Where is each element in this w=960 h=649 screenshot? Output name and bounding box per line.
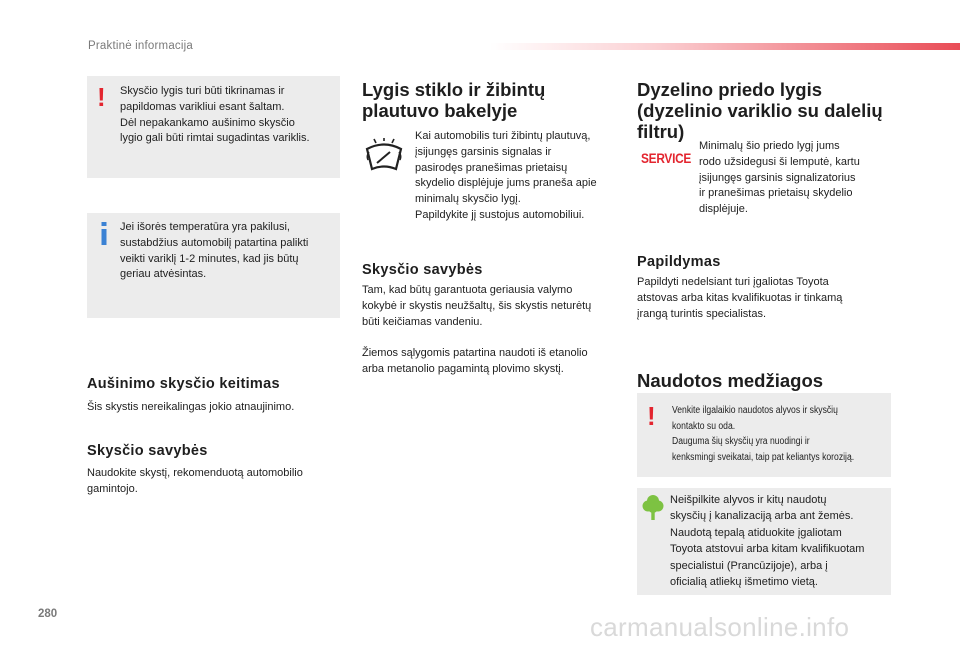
coolant-change-heading: Aušinimo skysčio keitimas xyxy=(87,376,280,392)
warning-exclamation-icon: ! xyxy=(647,401,656,431)
refill-text: Papildyti nedelsiant turi įgaliotas Toyota atstovas arba kitas kvalifikuotas ir tinkamą įrangą turintis specialistas. xyxy=(637,276,843,320)
washer-properties-para-1: Tam, kad būtų garantuota geriausia valymo kokybė ir skystis neužšaltų, šis skystis neturėtų būti keičiamas vandeniu. xyxy=(362,284,592,328)
coolant-warning-box xyxy=(87,76,340,178)
used-materials-heading: Naudotos medžiagos xyxy=(637,370,824,391)
washer-level-text: Kai automobilis turi žibintų plautuvą, įsijungęs garsinis signalas ir pasirodęs pranešimas prietaisų skydelio displėjuje jums praneša apie minimalų skysčio lygį. Papildykite jį sustojus automobiliui. xyxy=(415,130,597,221)
coolant-properties-heading: Skysčio savybės xyxy=(87,443,208,459)
environment-text: Neišpilkite alyvos ir kitų naudotų skysčių į kanalizaciją arba ant žemės. Naudotą tepalą atiduokite įgaliotam Toyota atstovui arba kitam kvalifikuotam specialistui (Prancūzijoje), arba į oficialią atliekų išmetimo vietą. xyxy=(670,494,865,589)
used-materials-warning-box xyxy=(637,393,891,477)
washer-fluid-icon xyxy=(363,138,405,174)
diesel-additive-heading: Dyzelino priedo lygis (dyzelinio variklio su dalelių filtru) xyxy=(637,79,883,142)
info-icon xyxy=(100,222,108,245)
header-accent-bar xyxy=(490,43,960,50)
refill-heading: Papildymas xyxy=(637,254,721,270)
coolant-properties-text: Naudokite skystį, rekomenduotą automobilio gamintojo. xyxy=(87,467,303,495)
coolant-info-text: Jei išorės temperatūra yra pakilusi, sustabdžius automobilį patartina palikti veikti variklį 1-2 minutes, kad jis būtų geriau atvėsintas. xyxy=(120,221,309,281)
used-materials-warning-text: Venkite ilgalaikio naudotos alyvos ir skysčių kontakto su oda. Dauguma šių skysčių yra nuodingi ir kenksmingi sveikatai, taip pat keliantys koroziją. xyxy=(672,405,855,463)
page-number: 280 xyxy=(38,608,58,620)
warning-exclamation-icon: ! xyxy=(97,82,106,112)
diesel-additive-text: Minimalų šio priedo lygį jums rodo užsidegusi ši lemputė, kartu įsijungęs garsinis signalizatorius ir pranešimas prietaisų skydelio displėjuje. xyxy=(699,140,860,216)
washer-properties-heading: Skysčio savybės xyxy=(362,262,483,278)
environment-box xyxy=(637,488,891,595)
coolant-info-box xyxy=(87,213,340,318)
header-section-title: Praktinė informacija xyxy=(88,40,193,52)
washer-level-heading: Lygis stiklo ir žibintų plautuvo bakelyje xyxy=(362,79,546,121)
tree-eco-icon xyxy=(642,494,664,520)
service-warning-icon: SERVICE xyxy=(641,151,692,166)
watermark: carmanualsonline.info xyxy=(590,612,850,642)
coolant-change-text: Šis skystis nereikalingas jokio atnaujinimo. xyxy=(87,401,295,413)
coolant-warning-text: Skysčio lygis turi būti tikrinamas ir papildomas varikliui esant šaltam. Dėl nepakankamo aušinimo skysčio lygio gali būti rimtai sugadintas variklis. xyxy=(120,85,310,145)
washer-properties-para-2: Žiemos sąlygomis patartina naudoti iš etanolio arba metanolio pagamintą plovimo skystį. xyxy=(362,347,588,375)
